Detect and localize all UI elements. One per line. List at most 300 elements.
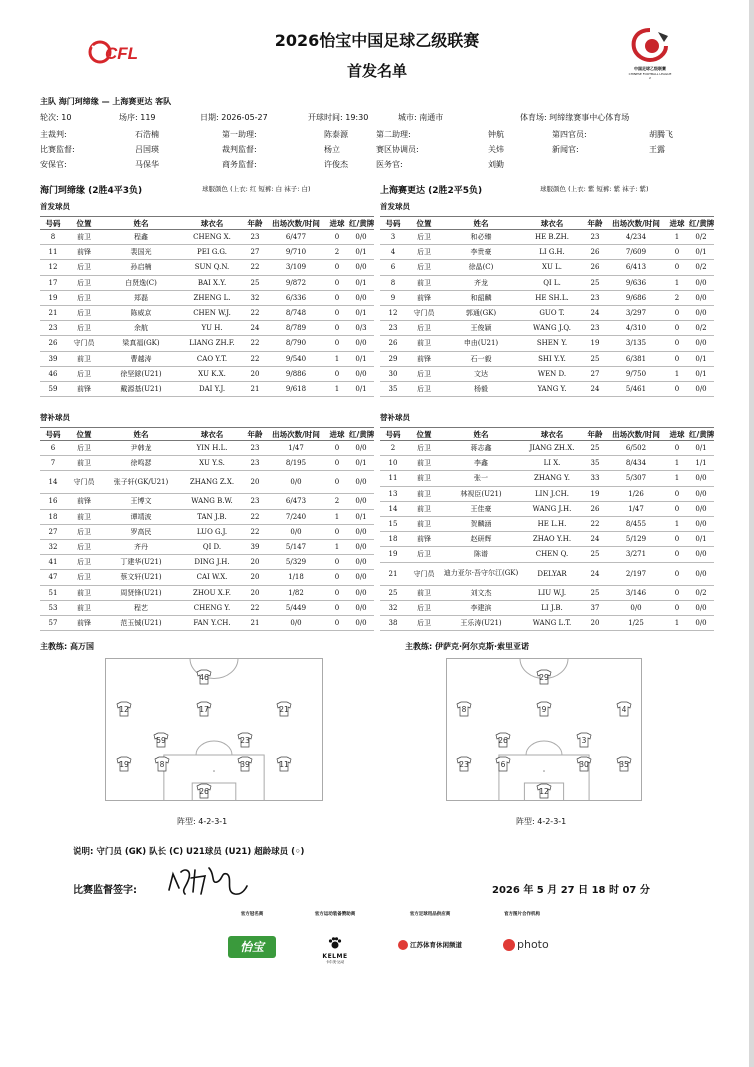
player-row <box>40 230 374 245</box>
away-team-name: 上海赛更达 (2胜2平5负) <box>380 186 483 196</box>
player-number: 16 <box>40 494 66 509</box>
sponsor-kelme <box>318 934 352 965</box>
goals: 0 <box>666 532 688 547</box>
player-number: 4 <box>380 245 406 260</box>
appearances: 1/25 <box>606 615 666 630</box>
jersey-number: 29 <box>539 673 549 682</box>
goals: 0 <box>666 501 688 516</box>
player-age: 20 <box>244 585 266 600</box>
player-position: 守门员 <box>406 305 442 320</box>
kelme-text: KELME <box>322 953 348 960</box>
player-age: 25 <box>244 275 266 290</box>
jersey-number: 12 <box>119 705 129 714</box>
cards: 0/1 <box>348 509 374 524</box>
player-name: 范玉铖(U21) <box>102 615 180 630</box>
player-position: 后卫 <box>406 260 442 275</box>
column-header: 年龄 <box>244 217 266 230</box>
goals: 1 <box>666 615 688 630</box>
goals: 0 <box>326 336 348 351</box>
column-header: 号码 <box>40 428 66 441</box>
player-number: 21 <box>40 305 66 320</box>
jersey-number: 17 <box>199 705 209 714</box>
cards: 0/0 <box>348 366 374 381</box>
player-row <box>40 275 374 290</box>
home-subs-label: 替补球员 <box>40 413 70 422</box>
shirt-name: CAO Y.T. <box>180 351 244 366</box>
player-age: 25 <box>584 275 606 290</box>
player-age: 25 <box>584 585 606 600</box>
player-number: 12 <box>380 305 406 320</box>
jersey-number: 21 <box>279 705 289 714</box>
player-name: 周贤锋(U21) <box>102 585 180 600</box>
penalty-arc <box>196 741 232 755</box>
player-age: 20 <box>244 570 266 585</box>
goals: 0 <box>326 230 348 245</box>
player-row <box>40 524 374 539</box>
player-row <box>380 305 714 320</box>
shirt-name: LIU W.J. <box>520 585 584 600</box>
player-age: 24 <box>584 532 606 547</box>
player-name: 陈谱 <box>442 547 520 562</box>
shirt-name: WANG J.H. <box>520 501 584 516</box>
shirt-name: WANG B.W. <box>180 494 244 509</box>
player-name: 郭通(GK) <box>442 305 520 320</box>
official-name: 许俊杰 <box>324 160 348 169</box>
player-age: 22 <box>244 351 266 366</box>
player-position: 后卫 <box>66 570 102 585</box>
player-number: 29 <box>380 351 406 366</box>
player-name: 李贵豪 <box>442 245 520 260</box>
player-name: 孙启楠 <box>102 260 180 275</box>
appearances: 5/449 <box>266 600 326 615</box>
cards: 0/0 <box>348 471 374 494</box>
player-position: 后卫 <box>66 321 102 336</box>
player-age: 22 <box>244 600 266 615</box>
jstv-logo-icon <box>398 940 408 950</box>
cards: 0/0 <box>688 305 714 320</box>
cards: 0/0 <box>348 524 374 539</box>
player-number: 23 <box>40 321 66 336</box>
player-name: 张子轩(GK/U21) <box>102 471 180 494</box>
goals: 0 <box>666 245 688 260</box>
column-header: 进球 <box>666 217 688 230</box>
goals: 0 <box>326 524 348 539</box>
cards: 0/0 <box>688 615 714 630</box>
shirt-name: CAI W.X. <box>180 570 244 585</box>
photo-text: photo <box>517 938 549 951</box>
player-row <box>40 585 374 600</box>
player-age: 20 <box>244 555 266 570</box>
player-number: 3 <box>380 230 406 245</box>
player-position: 后卫 <box>406 381 442 396</box>
player-position: 前卫 <box>406 275 442 290</box>
page-title: 2026怡宝中国足球乙级联赛 <box>274 31 480 50</box>
away-subs-label: 替补球员 <box>380 413 410 422</box>
column-header: 位置 <box>66 217 102 230</box>
kickoff-time: 开球时间: 19:30 <box>308 113 369 122</box>
player-number: 14 <box>40 471 66 494</box>
appearances: 3/135 <box>606 336 666 351</box>
shirt-name: ZHENG L. <box>180 290 244 305</box>
kelme-paw-icon <box>328 937 342 949</box>
goals: 0 <box>666 351 688 366</box>
column-header: 红/黄牌 <box>689 218 714 228</box>
player-position: 后卫 <box>66 441 102 456</box>
column-header: 红/黄牌 <box>349 218 374 228</box>
stadium: 体育场: 珂缔缘赛事中心体育场 <box>520 113 630 122</box>
jersey-number: 11 <box>279 760 289 769</box>
player-position: 前卫 <box>406 516 442 531</box>
goals: 0 <box>666 562 688 585</box>
player-row <box>40 245 374 260</box>
cards: 0/1 <box>688 366 714 381</box>
player-age: 23 <box>244 441 266 456</box>
official-name: 马保华 <box>135 160 159 169</box>
player-name: 蔡文轩(U21) <box>102 570 180 585</box>
sponsor-caption-apparel: 官方运动装备赞助商 <box>314 912 356 917</box>
shirt-name: CHEN Q. <box>520 547 584 562</box>
goals: 1 <box>326 381 348 396</box>
player-position: 前卫 <box>406 585 442 600</box>
player-age: 20 <box>244 471 266 494</box>
column-header: 位置 <box>406 428 442 441</box>
appearances: 2/197 <box>606 562 666 585</box>
player-number: 35 <box>380 381 406 396</box>
player-position: 后卫 <box>66 366 102 381</box>
shirt-name: YIN H.L. <box>180 441 244 456</box>
official-name: 胡腾飞 <box>649 130 673 139</box>
player-position: 前锋 <box>66 381 102 396</box>
appearances: 7/609 <box>606 245 666 260</box>
appearances: 5/129 <box>606 532 666 547</box>
player-row <box>380 471 714 486</box>
cards: 0/1 <box>688 351 714 366</box>
column-header: 进球 <box>666 428 688 441</box>
cards: 0/0 <box>348 336 374 351</box>
shirt-name: JIANG ZH.X. <box>520 441 584 456</box>
player-name: 程鑫 <box>102 230 180 245</box>
cards: 0/0 <box>688 562 714 585</box>
player-row <box>40 471 374 494</box>
shirt-name: WEN D. <box>520 366 584 381</box>
cards: 0/0 <box>688 290 714 305</box>
cards: 0/0 <box>348 539 374 554</box>
player-name: 王俊颖 <box>442 321 520 336</box>
player-position: 后卫 <box>66 524 102 539</box>
goals: 0 <box>666 336 688 351</box>
player-age: 19 <box>584 486 606 501</box>
player-position: 前卫 <box>406 501 442 516</box>
player-age: 21 <box>244 381 266 396</box>
player-name: 赵研辉 <box>442 532 520 547</box>
shirt-name: DELYAR <box>520 562 584 585</box>
player-row <box>380 290 714 305</box>
player-number: 9 <box>380 290 406 305</box>
official-name: 杨立 <box>324 145 340 154</box>
shirt-name: CHEN W.J. <box>180 305 244 320</box>
player-age: 19 <box>584 336 606 351</box>
shirt-name: XU Y.S. <box>180 456 244 471</box>
legend: 说明: 守门员 (GK) 队长 (C) U21球员 (U21) 超龄球员 (◦) <box>73 847 305 857</box>
player-age: 23 <box>244 456 266 471</box>
player-name: 杨毅 <box>442 381 520 396</box>
player-row <box>40 290 374 305</box>
player-age: 26 <box>584 245 606 260</box>
appearances: 3/271 <box>606 547 666 562</box>
jersey-number: 4 <box>621 705 627 714</box>
jersey-number: 59 <box>156 736 166 745</box>
goals: 0 <box>326 290 348 305</box>
player-number: 57 <box>40 615 66 630</box>
column-header: 姓名 <box>442 217 520 230</box>
column-header: 出场次数/时间 <box>606 217 666 230</box>
player-name: 裴国光 <box>102 245 180 260</box>
shirt-name: SHI Y.Y. <box>520 351 584 366</box>
home-subs-table <box>40 427 374 631</box>
player-position: 后卫 <box>406 547 442 562</box>
goals: 0 <box>666 321 688 336</box>
player-name: 和必臻 <box>442 230 520 245</box>
jersey-number: 35 <box>619 760 629 769</box>
player-position: 后卫 <box>406 615 442 630</box>
goals: 0 <box>326 555 348 570</box>
player-age: 25 <box>584 351 606 366</box>
official-name: 石浩楠 <box>135 130 159 139</box>
player-age: 23 <box>584 230 606 245</box>
column-header: 年龄 <box>244 428 266 441</box>
player-name: 王博文 <box>102 494 180 509</box>
shirt-name: SHEN Y. <box>520 336 584 351</box>
player-number: 46 <box>40 366 66 381</box>
goals: 1 <box>326 539 348 554</box>
player-number: 14 <box>380 501 406 516</box>
goals: 0 <box>326 321 348 336</box>
shirt-name: QI D. <box>180 539 244 554</box>
column-header: 姓名 <box>102 428 180 441</box>
player-row <box>380 441 714 456</box>
supervisor-signature <box>165 864 250 900</box>
appearances: 9/710 <box>266 245 326 260</box>
player-position: 后卫 <box>66 275 102 290</box>
cards: 0/0 <box>348 230 374 245</box>
player-row <box>380 532 714 547</box>
player-name: 白贤逸(C) <box>102 275 180 290</box>
player-age: 22 <box>244 260 266 275</box>
appearances: 5/147 <box>266 539 326 554</box>
column-header: 球衣名 <box>180 428 244 441</box>
player-row <box>380 381 714 396</box>
kelme-sub: 卡尔美·运动 <box>325 960 345 964</box>
column-header: 号码 <box>380 428 406 441</box>
official-name: 陈泰源 <box>324 130 348 139</box>
player-row <box>380 486 714 501</box>
jersey-number: 23 <box>459 760 469 769</box>
player-number: 53 <box>40 600 66 615</box>
cards: 0/3 <box>348 321 374 336</box>
column-header: 位置 <box>406 217 442 230</box>
sponsor-caption-photo: 官方图片合作机构 <box>504 912 540 917</box>
cards: 0/2 <box>688 230 714 245</box>
player-name: 刘文杰 <box>442 585 520 600</box>
cards: 0/1 <box>348 245 374 260</box>
column-header: 号码 <box>40 217 66 230</box>
shirt-name: XU L. <box>520 260 584 275</box>
player-number: 26 <box>40 336 66 351</box>
player-name: 王乐涛(U21) <box>442 615 520 630</box>
away-starters-table <box>380 216 714 397</box>
shirt-name: DING J.H. <box>180 555 244 570</box>
official-role: 主裁判: <box>40 130 67 139</box>
player-name: 蒋志鑫 <box>442 441 520 456</box>
player-number: 26 <box>380 336 406 351</box>
player-row <box>40 570 374 585</box>
player-number: 51 <box>40 585 66 600</box>
match-date: 日期: 2026-05-27 <box>200 113 268 122</box>
player-row <box>40 509 374 524</box>
player-row <box>380 585 714 600</box>
player-name: 谭靖波 <box>102 509 180 524</box>
cards: 0/1 <box>688 245 714 260</box>
away-starters-label: 首发球员 <box>380 202 410 211</box>
player-number: 27 <box>40 524 66 539</box>
jersey-number: 23 <box>240 736 250 745</box>
goals: 1 <box>666 516 688 531</box>
player-position: 前卫 <box>406 486 442 501</box>
player-position: 后卫 <box>66 555 102 570</box>
player-number: 32 <box>380 600 406 615</box>
column-header: 位置 <box>66 428 102 441</box>
player-position: 前卫 <box>406 456 442 471</box>
appearances: 5/307 <box>606 471 666 486</box>
official-role: 第四官员: <box>552 130 587 139</box>
cards: 0/0 <box>688 471 714 486</box>
player-row <box>380 516 714 531</box>
appearances: 3/109 <box>266 260 326 275</box>
shirt-name: SUN Q.N. <box>180 260 244 275</box>
home-formation-pitch <box>105 658 323 801</box>
appearances: 4/234 <box>606 230 666 245</box>
goals: 0 <box>666 486 688 501</box>
appearances: 8/748 <box>266 305 326 320</box>
penalty-spot <box>213 770 215 772</box>
player-number: 18 <box>380 532 406 547</box>
column-header: 进球 <box>326 428 348 441</box>
shirt-name: XU K.X. <box>180 366 244 381</box>
goals: 0 <box>326 600 348 615</box>
cards: 0/0 <box>688 516 714 531</box>
official-role: 赛区协调员: <box>376 145 419 154</box>
appearances: 6/477 <box>266 230 326 245</box>
goals: 0 <box>666 305 688 320</box>
player-name: 齐丹 <box>102 539 180 554</box>
player-name: 陈威京 <box>102 305 180 320</box>
player-age: 24 <box>584 305 606 320</box>
home-coach: 主教练: 高万国 <box>40 642 94 651</box>
player-name: 郑磊 <box>102 290 180 305</box>
away-subs-table <box>380 427 714 631</box>
cards: 0/1 <box>348 381 374 396</box>
player-age: 23 <box>244 230 266 245</box>
player-row <box>40 366 374 381</box>
shirt-name: ZHANG Z.X. <box>180 471 244 494</box>
official-name: 王露 <box>649 145 665 154</box>
home-starters-label: 首发球员 <box>40 202 70 211</box>
player-number: 32 <box>40 539 66 554</box>
player-age: 23 <box>584 321 606 336</box>
column-header: 年龄 <box>584 428 606 441</box>
cards: 0/2 <box>688 585 714 600</box>
cards: 0/0 <box>348 494 374 509</box>
goals: 0 <box>326 366 348 381</box>
shirt-name: LI J.B. <box>520 600 584 615</box>
shirt-name: FAN Y.CH. <box>180 615 244 630</box>
player-age: 26 <box>584 501 606 516</box>
player-position: 前锋 <box>66 245 102 260</box>
player-number: 18 <box>40 509 66 524</box>
appearances: 0/0 <box>266 615 326 630</box>
column-header: 球衣名 <box>180 217 244 230</box>
goals: 0 <box>326 471 348 494</box>
player-row <box>380 456 714 471</box>
player-position: 前卫 <box>66 509 102 524</box>
official-name: 钟航 <box>488 130 504 139</box>
league-logo-sub: CHINESE FOOTBALL LEAGUE 2 <box>628 72 672 80</box>
player-name: 申由(U21) <box>442 336 520 351</box>
player-age: 33 <box>584 471 606 486</box>
player-number: 8 <box>380 275 406 290</box>
appearances: 8/455 <box>606 516 666 531</box>
player-number: 30 <box>380 366 406 381</box>
player-row <box>380 321 714 336</box>
player-name: 贺麟涵 <box>442 516 520 531</box>
player-age: 26 <box>584 260 606 275</box>
player-position: 后卫 <box>66 260 102 275</box>
player-position: 前卫 <box>66 351 102 366</box>
player-position: 前卫 <box>66 600 102 615</box>
player-row <box>380 366 714 381</box>
player-age: 21 <box>244 615 266 630</box>
cards: 0/0 <box>348 570 374 585</box>
player-number: 25 <box>380 585 406 600</box>
appearances: 6/473 <box>266 494 326 509</box>
player-position: 守门员 <box>66 336 102 351</box>
column-header: 进球 <box>326 217 348 230</box>
penalty-arc <box>526 741 562 755</box>
appearances: 6/336 <box>266 290 326 305</box>
home-kit-colors: 球服颜色 (上衣: 红 短裤: 白 袜子: 白) <box>202 185 311 193</box>
goals: 0 <box>666 600 688 615</box>
player-name: 齐龙 <box>442 275 520 290</box>
sponsor-caption-title: 官方冠名商 <box>240 912 264 917</box>
shirt-name: LIANG ZH.F. <box>180 336 244 351</box>
shirt-name: TAN J.B. <box>180 509 244 524</box>
player-age: 32 <box>244 290 266 305</box>
teams-line: 主队 海门珂缔缘 — 上海赛更达 客队 <box>40 97 172 106</box>
official-role: 第一助理: <box>222 130 257 139</box>
away-coach: 主教练: 伊萨克·阿尔克斯·索里亚诺 <box>405 642 530 651</box>
appearances: 1/26 <box>606 486 666 501</box>
jersey-number: 12 <box>539 787 549 796</box>
shirt-name: QI L. <box>520 275 584 290</box>
player-name: 程艺 <box>102 600 180 615</box>
player-row <box>40 615 374 630</box>
player-name: 林视臣(U21) <box>442 486 520 501</box>
away-formation: 阵型: 4-2-3-1 <box>516 817 567 826</box>
home-team-name: 海门珂缔缘 (2胜4平3负) <box>40 186 143 196</box>
shirt-name: LI G.H. <box>520 245 584 260</box>
official-name: 吕国瑛 <box>135 145 159 154</box>
player-row <box>40 456 374 471</box>
